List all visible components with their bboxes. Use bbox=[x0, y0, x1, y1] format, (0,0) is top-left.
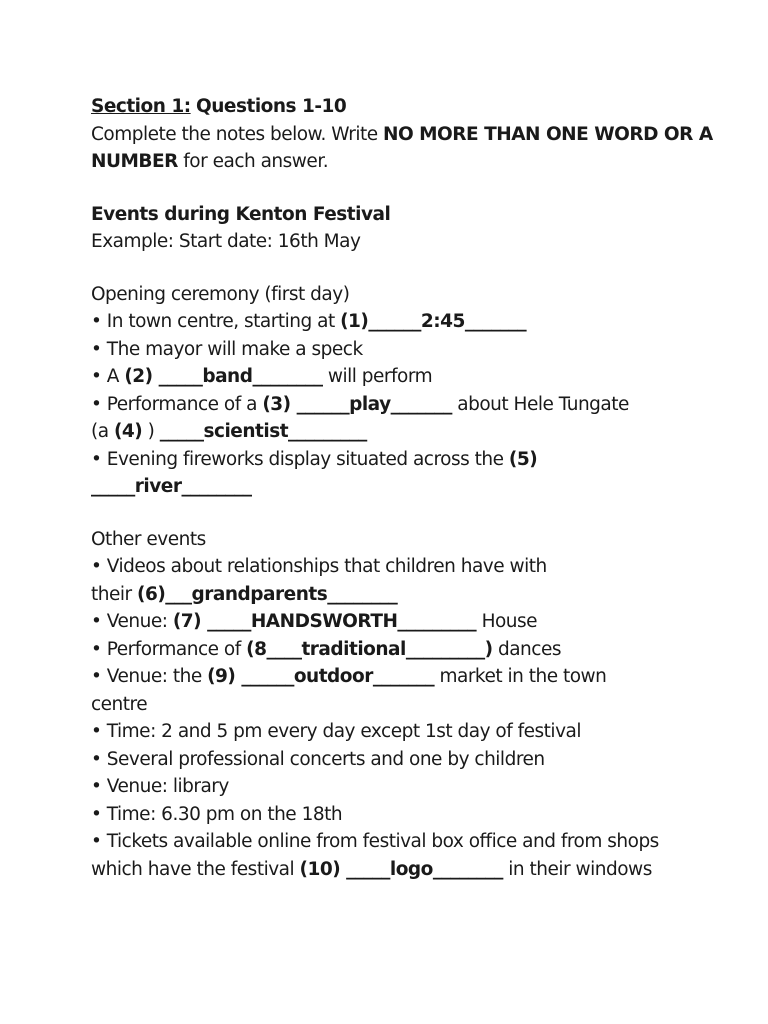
other-item-11: • Tickets available online from festival box office and from shops bbox=[91, 831, 659, 852]
other-item-1: • Videos about relationships that children have with bbox=[91, 556, 547, 577]
opening-item-5: (a (4) ) _____scientist_________ bbox=[91, 421, 367, 442]
answer-1: ______2:45_______ bbox=[368, 311, 527, 332]
section-header bbox=[91, 93, 731, 121]
opening-title: Opening ceremony (first day) bbox=[91, 283, 350, 305]
other-item-10: • Time: 6.30 pm on the 18th bbox=[91, 803, 343, 825]
opening-item-4: • Performance of a (3) ______play_______ about Hele Tungate bbox=[91, 393, 629, 415]
answer-6: (6)___grandparents________ bbox=[137, 583, 398, 605]
answer-10: (10) _____logo________ bbox=[299, 858, 503, 880]
other-item-2: their (6)___grandparents________ bbox=[91, 583, 398, 605]
other-item-6: centre bbox=[91, 693, 148, 715]
answer-4: _____scientist_________ bbox=[159, 421, 367, 442]
spacer bbox=[91, 256, 731, 281]
opening-item-6: • Evening fireworks display situated across the (5) bbox=[91, 448, 538, 470]
opening-item-1: • In town centre, starting at (1)______2:45_______ bbox=[91, 311, 527, 332]
question-number: (3) bbox=[262, 393, 291, 415]
instructions-bold: NO MORE THAN ONE WORD OR A bbox=[382, 123, 713, 145]
instructions-text: Complete the notes below. Write bbox=[91, 123, 383, 145]
spacer bbox=[91, 176, 731, 201]
instructions-bold-2: NUMBER bbox=[91, 151, 178, 172]
opening-item-2: • The mayor will make a speck bbox=[91, 338, 363, 360]
spacer bbox=[91, 501, 731, 526]
answer-2: _____band________ bbox=[152, 366, 323, 387]
worksheet bbox=[91, 93, 731, 883]
answer-5: _____river________ bbox=[91, 476, 252, 497]
answer-9: (9) ______outdoor_______ bbox=[207, 666, 435, 687]
opening-item-3: • A (2) _____band________ will perform bbox=[91, 366, 433, 387]
question-number: (1) bbox=[340, 311, 369, 332]
question-number: (2) bbox=[124, 366, 153, 387]
answer-7: (7) _____HANDSWORTH_________ bbox=[172, 611, 477, 632]
question-number: (5) bbox=[508, 448, 538, 470]
other-item-12: which have the festival (10) _____logo________ in their windows bbox=[91, 858, 652, 880]
question-number: (4) bbox=[113, 421, 143, 442]
answer-3: ______play_______ bbox=[290, 393, 452, 415]
instructions-text-2: for each answer. bbox=[177, 151, 329, 172]
questions-range: Questions 1-10 bbox=[196, 96, 347, 117]
other-title: Other events bbox=[91, 528, 206, 550]
other-item-8: • Several professional concerts and one by children bbox=[91, 748, 545, 770]
other-item-5: • Venue: the (9) ______outdoor_______ market in the town bbox=[91, 666, 607, 687]
section-label: Section 1: bbox=[91, 96, 191, 117]
other-item-7: • Time: 2 and 5 pm every day except 1st day of festival bbox=[91, 721, 581, 742]
other-item-9: • Venue: library bbox=[91, 776, 229, 797]
notes-heading: Events during Kenton Festival bbox=[91, 203, 391, 225]
other-item-3: • Venue: (7) _____HANDSWORTH_________ House bbox=[91, 611, 538, 632]
example-line: Example: Start date: 16th May bbox=[91, 231, 361, 252]
other-item-4: • Performance of (8____traditional_________) dances bbox=[91, 638, 561, 660]
opening-item-7 bbox=[91, 473, 731, 501]
instructions-line-2 bbox=[91, 148, 731, 176]
answer-8: (8____traditional_________) bbox=[246, 638, 493, 660]
instructions-line-1 bbox=[91, 121, 731, 149]
